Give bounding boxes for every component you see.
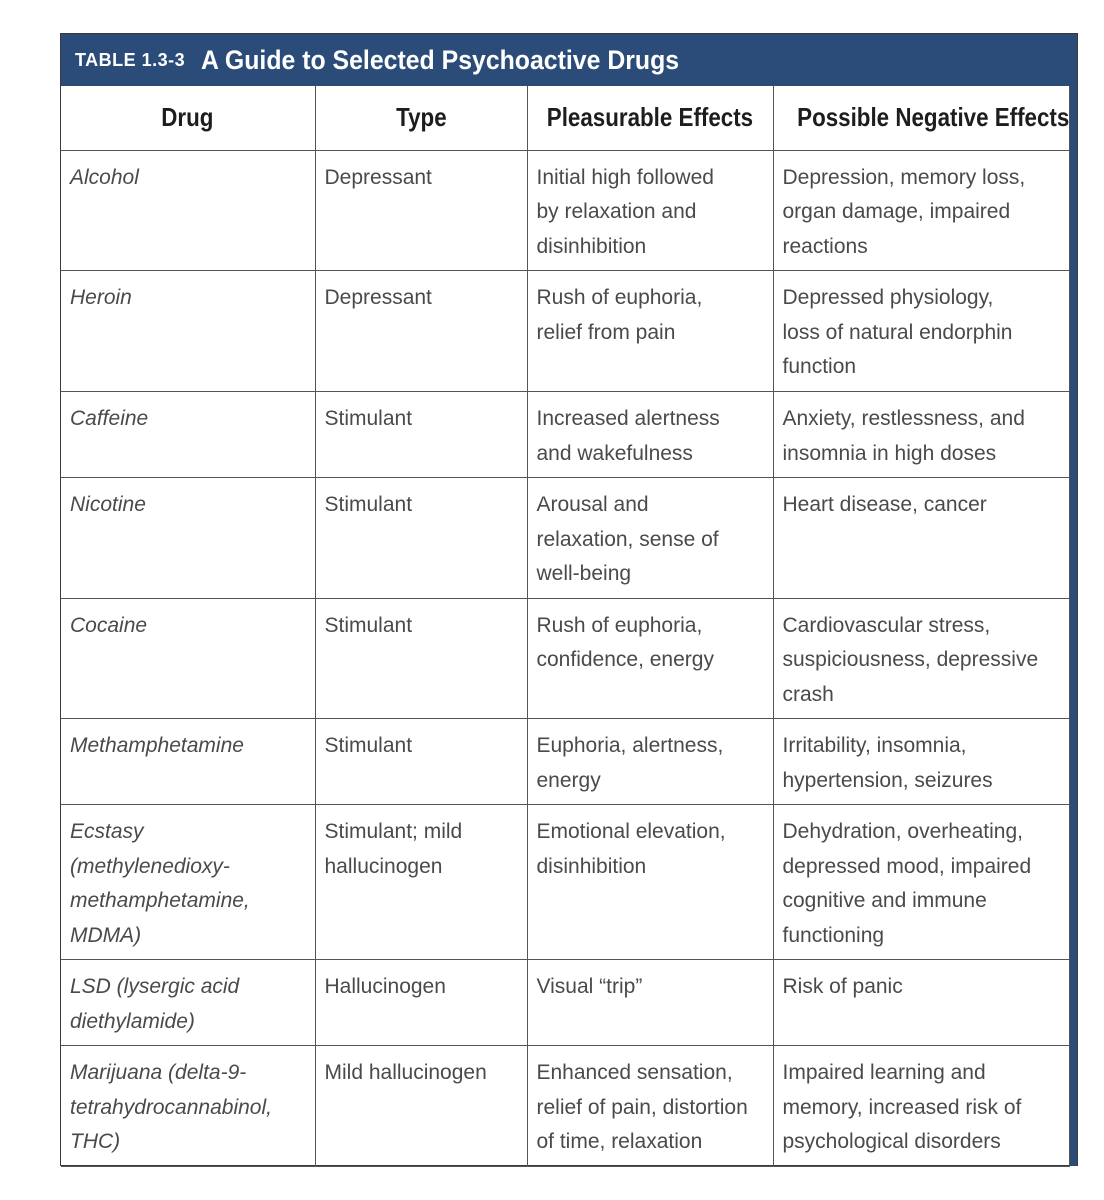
header-pleasurable-effects: Pleasurable Effects	[546, 102, 754, 133]
cell-line: relaxation, sense of	[536, 527, 719, 551]
cell-line: cognitive and immune	[782, 889, 987, 912]
cell-line: THC)	[70, 1130, 121, 1153]
cell-type	[315, 392, 527, 478]
cell-drug	[61, 598, 315, 719]
cell-drug	[61, 1046, 315, 1167]
cell-pleasurable-effects	[527, 271, 773, 392]
header-cell	[527, 86, 773, 150]
header-row	[61, 86, 1069, 150]
cell-line: organ damage, impaired	[782, 200, 1011, 223]
header-cell	[315, 86, 527, 150]
cell-type	[315, 1046, 527, 1167]
cell-line: disinhibition	[536, 854, 647, 878]
cell-line: Ecstasy	[70, 820, 144, 843]
table-row	[61, 1046, 1069, 1167]
cell-line: relief from pain	[536, 320, 676, 344]
cell-line: Depressant	[324, 165, 432, 189]
cell-line: Cocaine	[70, 613, 148, 637]
cell-line: Methamphetamine	[70, 734, 244, 757]
cell-line: Anxiety, restlessness, and	[782, 407, 1025, 430]
cell-line: Initial high followed	[536, 165, 714, 189]
cell-line: insomnia in high doses	[782, 441, 997, 465]
cell-line: Depressed physiology,	[782, 286, 994, 309]
cell-line: Alcohol	[70, 165, 139, 189]
cell-type	[315, 271, 527, 392]
cell-line: Mild hallucinogen	[324, 1061, 487, 1084]
cell-line: Heroin	[70, 286, 132, 309]
cell-line: Risk of panic	[782, 975, 903, 998]
header-type: Type	[395, 102, 447, 133]
cell-type	[315, 150, 527, 271]
cell-line: tetrahydrocannabinol,	[70, 1095, 272, 1119]
cell-line: Rush of euphoria,	[536, 613, 703, 637]
table-row	[61, 598, 1069, 719]
cell-line: Stimulant	[324, 613, 413, 637]
cell-drug	[61, 478, 315, 599]
cell-line: energy	[536, 768, 601, 792]
cell-line: confidence, energy	[536, 648, 714, 671]
cell-negative-effects	[773, 478, 1069, 599]
cell-pleasurable-effects	[527, 1046, 773, 1167]
table-title-bar	[61, 34, 1077, 86]
cell-line: Heart disease, cancer	[782, 493, 987, 516]
drug-table	[61, 86, 1070, 1167]
cell-type	[315, 478, 527, 599]
cell-line: Rush of euphoria,	[536, 286, 703, 309]
cell-negative-effects	[773, 150, 1069, 271]
cell-type	[315, 598, 527, 719]
cell-pleasurable-effects	[527, 960, 773, 1046]
cell-line: and wakefulness	[536, 441, 693, 465]
cell-drug	[61, 150, 315, 271]
cell-negative-effects	[773, 719, 1069, 805]
cell-pleasurable-effects	[527, 150, 773, 271]
cell-line: Cardiovascular stress,	[782, 613, 991, 637]
cell-negative-effects	[773, 805, 1069, 960]
cell-line: Stimulant; mild	[324, 820, 463, 843]
table-row	[61, 719, 1069, 805]
cell-type	[315, 719, 527, 805]
cell-pleasurable-effects	[527, 719, 773, 805]
cell-line: Stimulant	[324, 407, 413, 430]
cell-line: Hallucinogen	[324, 975, 446, 998]
cell-line: (methylenedioxy-	[70, 854, 230, 878]
cell-line: Marijuana (delta-9-	[70, 1061, 247, 1084]
table-row	[61, 271, 1069, 392]
table-body	[61, 150, 1069, 1167]
cell-line: relief of pain, distortion	[536, 1095, 748, 1119]
header-negative-effects: Possible Negative Effects	[796, 102, 1069, 133]
cell-line: methamphetamine,	[70, 889, 250, 912]
cell-line: Euphoria, alertness,	[536, 734, 724, 757]
cell-line: Emotional elevation,	[536, 820, 726, 843]
cell-line: crash	[782, 682, 834, 706]
cell-pleasurable-effects	[527, 805, 773, 960]
cell-line: Irritability, insomnia,	[782, 734, 967, 757]
cell-line: memory, increased risk of	[782, 1095, 1022, 1119]
table-row	[61, 478, 1069, 599]
header-cell	[773, 86, 1069, 150]
table-number: TABLE 1.3-3	[75, 49, 186, 70]
header-drug: Drug	[161, 102, 214, 133]
cell-pleasurable-effects	[527, 392, 773, 478]
table-row	[61, 392, 1069, 478]
cell-pleasurable-effects	[527, 598, 773, 719]
table-row	[61, 805, 1069, 960]
table-title: A Guide to Selected Psychoactive Drugs	[201, 44, 680, 75]
cell-line: of time, relaxation	[536, 1130, 703, 1153]
cell-line: function	[782, 355, 857, 378]
cell-drug	[61, 271, 315, 392]
cell-line: well-being	[536, 562, 632, 585]
cell-pleasurable-effects	[527, 478, 773, 599]
cell-drug	[61, 960, 315, 1046]
cell-line: suspiciousness, depressive	[782, 648, 1039, 671]
cell-line: diethylamide)	[70, 1009, 195, 1033]
table-row	[61, 960, 1069, 1046]
cell-type	[315, 960, 527, 1046]
cell-line: hallucinogen	[324, 854, 443, 878]
cell-line: disinhibition	[536, 234, 647, 258]
cell-drug	[61, 719, 315, 805]
cell-line: functioning	[782, 923, 885, 947]
cell-line: Increased alertness	[536, 407, 720, 430]
cell-drug	[61, 805, 315, 960]
cell-line: Caffeine	[70, 407, 149, 430]
cell-line: Depression, memory loss,	[782, 165, 1026, 189]
table-row	[61, 150, 1069, 271]
table-side-rule	[1069, 86, 1077, 1166]
cell-line: Dehydration, overheating,	[782, 820, 1023, 843]
cell-line: Depressant	[324, 286, 432, 309]
cell-negative-effects	[773, 271, 1069, 392]
drug-table-frame	[60, 33, 1078, 1166]
cell-line: Impaired learning and	[782, 1061, 986, 1084]
cell-negative-effects	[773, 960, 1069, 1046]
cell-line: Visual “trip”	[536, 975, 643, 998]
cell-negative-effects	[773, 598, 1069, 719]
cell-negative-effects	[773, 1046, 1069, 1167]
cell-line: Nicotine	[70, 493, 146, 516]
cell-type	[315, 805, 527, 960]
cell-line: by relaxation and	[536, 200, 697, 223]
header-cell	[61, 86, 315, 150]
cell-line: Enhanced sensation,	[536, 1061, 733, 1084]
cell-line: MDMA)	[70, 923, 142, 947]
cell-line: reactions	[782, 234, 868, 258]
cell-line: Stimulant	[324, 734, 413, 757]
cell-line: loss of natural endorphin	[782, 320, 1013, 344]
cell-drug	[61, 392, 315, 478]
cell-negative-effects	[773, 392, 1069, 478]
cell-line: LSD (lysergic acid	[70, 975, 240, 998]
cell-line: psychological disorders	[782, 1130, 1001, 1153]
cell-line: Stimulant	[324, 493, 413, 516]
cell-line: Arousal and	[536, 493, 649, 516]
cell-line: depressed mood, impaired	[782, 854, 1032, 878]
cell-line: hypertension, seizures	[782, 768, 993, 792]
